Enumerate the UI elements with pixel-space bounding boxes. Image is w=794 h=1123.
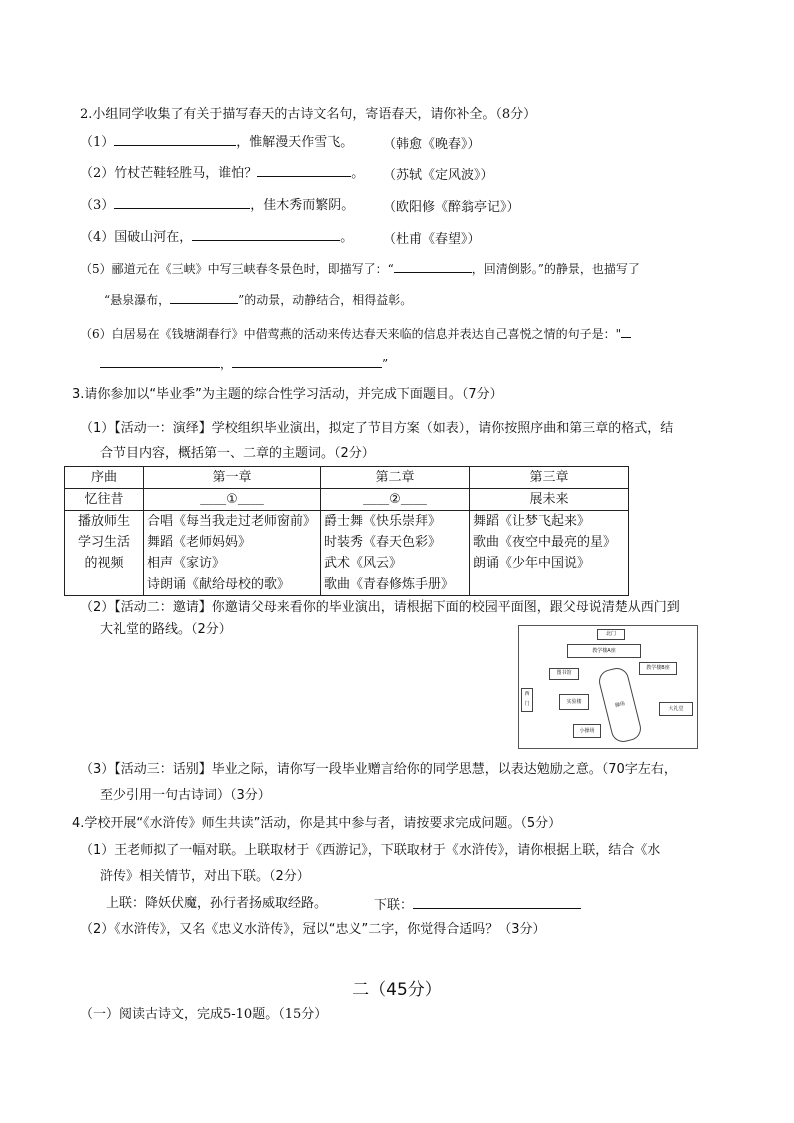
q2-1-num: （1） [80,135,115,150]
theme-marker: ② [389,492,401,507]
table-header: 第二章 [321,467,470,489]
program-item: 武术《风云》 [324,556,403,571]
q2-1-source: （韩愈《晚春》） [383,137,481,152]
table-header-row [65,467,629,489]
q2-4-source: （杜甫《春望》） [383,232,481,247]
couplet-lower-blank[interactable] [413,896,581,909]
theme-cell-blank-1[interactable]: ＿＿①＿＿ [144,489,321,511]
q2-5b-text: ，回清倒影。”的静景，也描写了 [471,262,640,276]
q2-1-blank[interactable] [114,133,236,146]
q2-5a-blank[interactable] [394,260,472,273]
q2-4-text: 国破山河在， [114,230,193,245]
q2-title: 2.小组同学收集了有关于描写春天的古诗文名句，寄语春天，请你补全。（8分） [80,107,537,122]
campus-map [518,625,698,749]
q2-line-2 [80,164,364,182]
q2-5a-text: （5）郦道元在《三峡》中写三峡春冬景色时，即描写了：“ [80,262,394,276]
q2-3-num: （3） [80,198,115,213]
map-west-gate [521,688,533,712]
theme-cell-blank-2[interactable]: ＿＿②＿＿ [321,489,470,511]
couplet-upper: 上联：降妖伏魔，孙行者扬威取经路。 [106,896,328,911]
table-header: 第三章 [470,467,629,489]
q2-line-6b [100,355,388,372]
prelude-line: 的视频 [84,556,124,571]
q2-5c-text: “悬泉瀑布， [104,293,171,307]
q2-3-blank[interactable] [114,196,250,209]
map-field: 操场 [596,665,643,744]
map-west-gate-2: 门 [524,701,530,707]
prelude-line: 播放师生 [77,514,130,529]
q4-1-line-b: 浒传》相关情节，对出下联。（2分） [100,869,310,884]
q2-6b-blank[interactable] [100,355,220,368]
q2-line-5a [80,260,640,277]
theme-cell: 忆往昔 [65,489,144,511]
chapter2-cell [321,511,470,596]
q2-5b-blank[interactable] [170,291,238,304]
q2-3-source: （欧阳修《醉翁亭记》） [383,200,520,215]
q4-title: 4.学校开展“《水浒传》师生共读”活动，你是其中参与者，请按要求完成问题。（5分） [72,816,562,831]
map-hall: 大礼堂 [659,702,693,716]
program-item: 舞蹈《让梦飞起来》 [473,514,591,529]
q2-line-6a [80,325,631,342]
map-north-gate: 北门 [597,629,625,640]
q2-6a-text: （6）白居易在《钱塘湖春行》中借莺燕的活动来传达春天来临的信息并表达自己喜悦之情的句子是：" [80,327,622,341]
map-library: 图书馆 [549,668,579,680]
q3-1-line-a: （1）【活动一：演绎】学校组织毕业演出，拟定了节目方案（如表），请你按照序曲和第三章的格式，结 [80,421,674,436]
program-item: 相声《家访》 [147,556,226,571]
q2-5d-text: ”的动景，动静结合，相得益彰。 [238,293,413,307]
program-item: 诗朗诵《献给母校的歌》 [147,577,291,592]
theme-cell: 展未来 [470,489,629,511]
program-item: 合唱《每当我走过老师窗前》 [147,514,317,529]
q2-line-3 [80,196,354,214]
q3-1-line-b: 合节目内容，概括第一、二章的主题词。（2分） [100,446,375,461]
map-lab: 实验楼 [559,694,589,710]
q2-2-source: （苏轼《定风波》） [383,168,494,183]
q2-2-blank[interactable] [257,164,351,177]
q2-2-end: 。 [351,166,365,181]
q2-line-4 [80,228,353,246]
couplet-lower [374,896,581,914]
program-item: 舞蹈《老师妈妈》 [147,535,252,550]
table-theme-row [65,489,629,511]
program-item: 歌曲《夜空中最亮的星》 [473,535,617,550]
q2-4-num: （4） [80,230,115,245]
q4-1-line-a: （1）王老师拟了一幅对联。上联取材于《西游记》，下联取材于《水浒传》，请你根据上联，结合《水 [80,843,661,858]
program-item: 时装秀《春天色彩》 [324,535,442,550]
program-item: 歌曲《青春修炼手册》 [324,577,455,592]
q2-6a-blank[interactable] [621,325,631,338]
q3-title: 3.请你参加以“毕业季”为主题的综合性学习活动，并完成下面题目。（7分） [72,387,503,402]
q2-2-text: 竹杖芒鞋轻胜马，谁怕？ [114,166,258,181]
q2-4-blank[interactable] [192,228,340,241]
program-item: 爵士舞《快乐崇拜》 [324,514,442,529]
program-item: 朗诵《少年中国说》 [473,556,591,571]
map-small-field: 小操场 [573,724,601,738]
map-teach-a: 教学楼A座 [567,644,641,658]
q2-2-num: （2） [80,166,115,181]
prelude-line: 学习生活 [77,535,130,550]
q4-2-line: （2）《水浒传》，又名《忠义水浒传》，冠以“忠义”二字，你觉得合适吗？（3分） [80,922,546,937]
q2-6c-blank[interactable] [232,355,382,368]
section-2-sub: （一）阅读古诗文，完成5-10题。（15分） [80,1007,328,1022]
q2-6b-text: ， [220,357,233,371]
section-2-title: 二（45分） [352,980,442,1000]
q3-3-line-b: 至少引用一句古诗词）（3分） [100,788,271,803]
couplet-lower-label: 下联： [374,898,414,913]
map-teach-b: 教学楼B座 [639,662,677,675]
program-table [64,466,629,596]
q2-line-5b [104,291,412,308]
chapter1-cell [144,511,321,596]
chapter3-cell [470,511,629,596]
q2-6c-text: ” [382,357,389,371]
prelude-cell [65,511,144,596]
q3-2-line-b: 大礼堂的路线。（2分） [100,622,232,637]
q3-2-line-a: （2）【活动二：邀请】你邀请父母来看你的毕业演出，请根据下面的校园平面图，跟父母说清楚从西门到 [80,600,680,615]
q2-1-text: ，惟解漫天作雪飞。 [236,135,354,150]
q2-line-1 [80,133,353,151]
table-header: 第一章 [144,467,321,489]
q2-4-end: 。 [340,230,354,245]
table-header: 序曲 [65,467,144,489]
table-program-row [65,511,629,596]
map-west-gate-1: 西 [524,691,530,697]
theme-marker: ① [226,492,238,507]
q3-3-line-a: （3）【活动三：话别】毕业之际，请你写一段毕业赠言给你的同学思慧，以表达勉励之意。（70字左右， [80,762,677,777]
q2-3-text: ，佳木秀而繁阴。 [250,198,355,213]
